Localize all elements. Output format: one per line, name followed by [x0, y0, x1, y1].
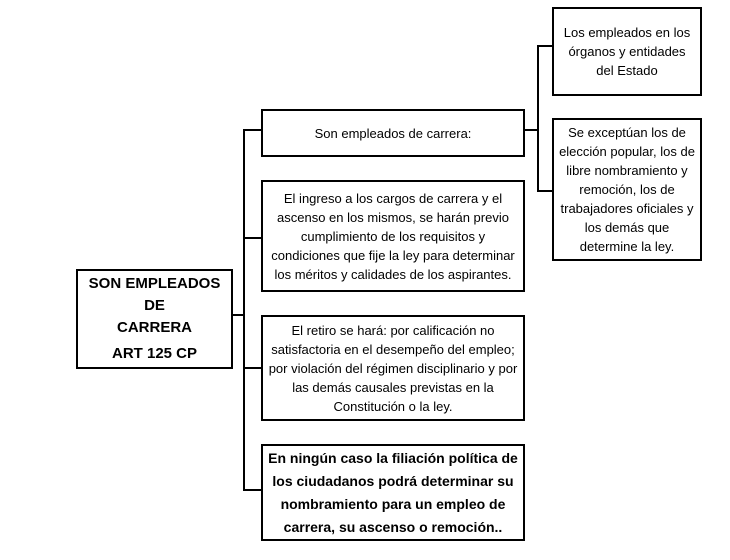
connector-to-retiro — [243, 367, 262, 369]
node-son-empleados — [261, 109, 525, 157]
node-filiacion-text: En ningún caso la filiación política de los ciudadanos podrá determinar su nombramiento para un empleo de carrera, su ascenso o remoción.. — [268, 449, 518, 535]
connector-to-son-empleados — [243, 129, 262, 131]
connector-to-filiacion — [243, 489, 262, 491]
root-article: ART 125 CP — [111, 345, 198, 362]
node-exceptuan — [552, 118, 702, 261]
connector-to-ingreso — [243, 237, 262, 239]
node-ingreso-text: El ingreso a los cargos de carrera y el ascenso en los mismos, se harán previo cumplimiento de los requisitos y condiciones que fije la ley para determinar los méritos y calidades de los aspirantes. — [271, 190, 515, 282]
node-retiro — [261, 315, 525, 421]
root-node — [76, 269, 233, 369]
connector-right-trunk — [537, 45, 539, 192]
node-ingreso — [261, 180, 525, 292]
connector-to-exceptuan — [537, 190, 553, 192]
node-organos — [552, 7, 702, 96]
root-title-line1: SON EMPLEADOS DE — [88, 275, 221, 314]
node-organos-text: Los empleados en los órganos y entidades del Estado — [563, 25, 691, 78]
node-exceptuan-text: Se exceptúan los de elección popular, los de libre nombramiento y remoción, los de trabajadores oficiales y los demás que determine la ley. — [559, 125, 695, 254]
node-son-empleados-text: Son empleados de carrera: — [314, 125, 472, 141]
node-filiacion — [261, 444, 525, 541]
connector-to-organos — [537, 45, 553, 47]
root-title-line2: CARRERA — [117, 319, 192, 336]
node-retiro-text: El retiro se hará: por calificación no satisfactoria en el desempeño del empleo; por violación del régimen disciplinario y por las demás causales previstas en la Constitución o la ley. — [268, 322, 518, 414]
connector-trunk — [243, 129, 245, 491]
